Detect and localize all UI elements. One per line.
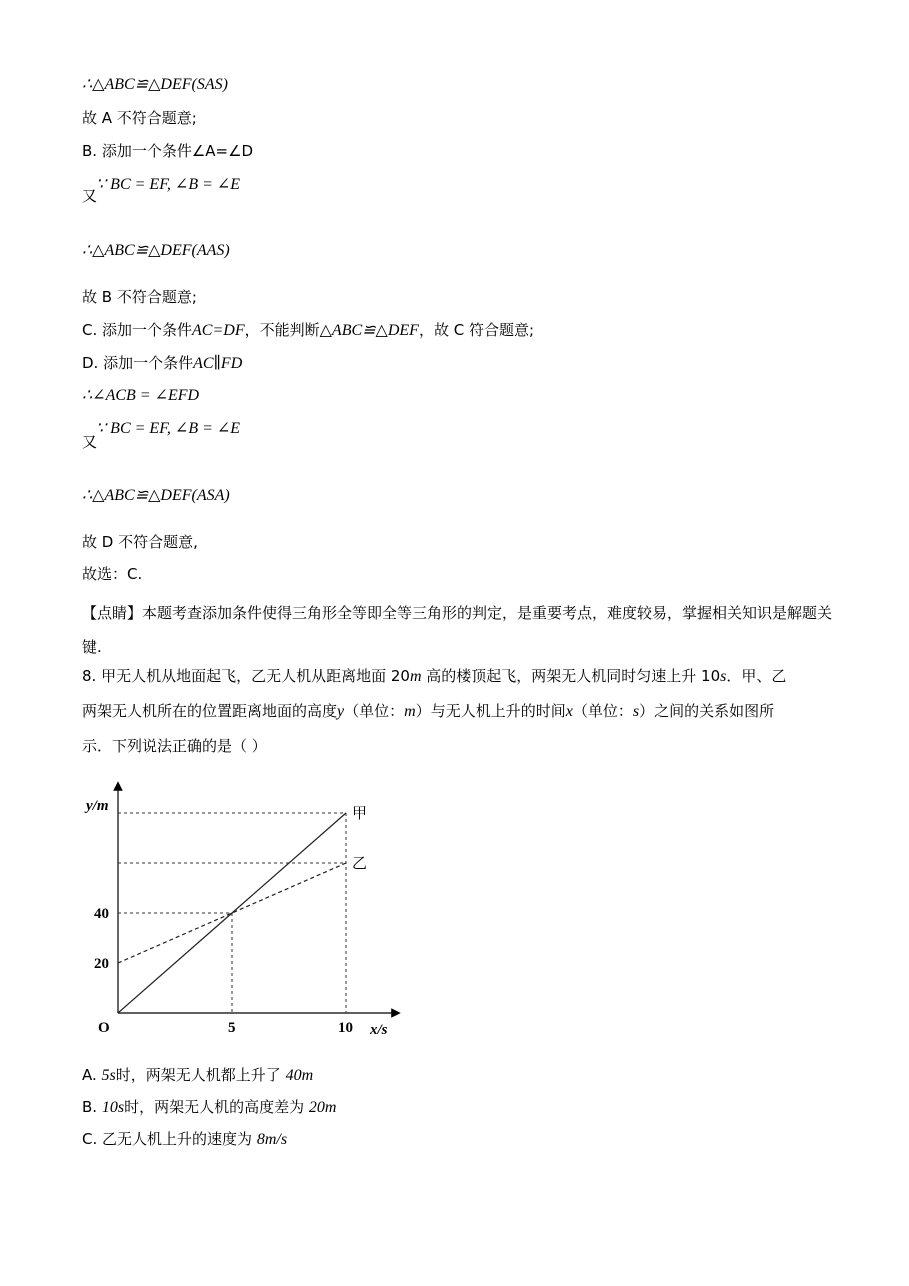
q-p2-y: y [337, 703, 345, 720]
series-line-1 [118, 813, 346, 1013]
you-label-1: 又 [82, 187, 98, 205]
q-p2-e: ）之间的关系如图所 [639, 702, 775, 720]
y-tick-label-20: 20 [94, 956, 109, 972]
option-a-math1: 5s [101, 1067, 116, 1084]
condition-c-math1: AC=DF [192, 322, 245, 339]
q-p2-s: s [632, 703, 640, 720]
angle-equal-line: ∴∠ACB = ∠EFD [82, 387, 200, 404]
q-p2-b: （单位： [344, 702, 405, 720]
congruence-sas-line: ∴△ABC≌△DEF(SAS) [82, 76, 228, 93]
because-line-1: ∵ BC = EF, ∠B = ∠E [96, 176, 241, 193]
q-p1-a: 8. 甲无人机从地面起飞，乙无人机从距离地面 20 [82, 667, 410, 685]
option-b-label: B. [82, 1098, 98, 1116]
condition-c-math2: △ABC≌△DEF [319, 322, 419, 339]
q-p1-c: ．甲、乙 [726, 667, 787, 685]
option-b [82, 1096, 336, 1119]
answer-line: 故选：C. [82, 565, 143, 583]
option-a-math2: 40m [285, 1067, 314, 1084]
q-p1-b: 高的楼顶起飞，两架无人机同时匀速上升 10 [421, 667, 721, 685]
q-p1-m: m [409, 668, 422, 685]
condition-c-prefix: C. 添加一个条件 [82, 321, 193, 339]
condition-d-prefix: D. 添加一个条件 [82, 354, 194, 372]
y-axis-label: y/m [86, 798, 109, 814]
congruence-aas-line: ∴△ABC≌△DEF(AAS) [82, 242, 230, 259]
height-time-graph [80, 778, 410, 1040]
condition-c-mid: ，不能判断 [244, 321, 320, 339]
question-line-2 [82, 700, 774, 723]
q-p1-s: s [720, 668, 727, 685]
option-b-math2: 20m [308, 1099, 337, 1116]
conclusion-b-line: 故 B 不符合题意; [82, 288, 197, 306]
q-p2-m: m [404, 703, 416, 720]
option-c-text: 乙无人机上升的速度为 [102, 1130, 257, 1148]
x-tick-label-10: 10 [338, 1020, 353, 1036]
condition-d-line [82, 352, 242, 375]
question-line-1 [82, 665, 786, 688]
option-c-math: 8m/s [256, 1131, 288, 1148]
q-p2-x: x [565, 703, 573, 720]
option-b-math1: 10s [101, 1099, 125, 1116]
q-p2-c: ）与无人机上升的时间 [415, 702, 566, 720]
q-p2-a: 两架无人机所在的位置距离地面的高度 [82, 702, 338, 720]
condition-c-suffix: ，故 C 符合题意; [418, 321, 535, 339]
option-a-label: A. [82, 1066, 97, 1084]
condition-b-line: B. 添加一个条件∠A=∠D [82, 142, 254, 160]
option-b-text: 时，两架无人机的高度差为 [124, 1098, 309, 1116]
q-p2-d: （单位： [572, 702, 633, 720]
series-label-1: 甲 [352, 804, 368, 822]
comment-paragraph: 【点睛】本题考查添加条件使得三角形全等即全等三角形的判定，是重要考点，难度较易，掌握相关知识是解题关键. [82, 604, 833, 656]
x-axis-label: x/s [370, 1022, 388, 1038]
you-label-2: 又 [82, 433, 98, 451]
conclusion-d-line: 故 D 不符合题意, [82, 533, 198, 551]
x-tick-label-5: 5 [228, 1020, 236, 1036]
series-label-2: 乙 [352, 854, 368, 872]
y-tick-label-40: 40 [94, 906, 109, 922]
condition-c-line [82, 319, 534, 342]
because-line-2: ∵ BC = EF, ∠B = ∠E [96, 420, 241, 437]
option-a [82, 1064, 313, 1087]
conclusion-a-line: 故 A 不符合题意; [82, 109, 197, 127]
option-c-label: C. [82, 1130, 98, 1148]
congruence-asa-line: ∴△ABC≌△DEF(ASA) [82, 487, 230, 504]
condition-d-math: AC∥FD [193, 355, 243, 372]
option-c [82, 1128, 287, 1151]
question-line-3: 示．下列说法正确的是（ ） [82, 737, 267, 755]
origin-label: O [98, 1020, 110, 1036]
option-a-text: 时，两架无人机都上升了 [115, 1066, 286, 1084]
